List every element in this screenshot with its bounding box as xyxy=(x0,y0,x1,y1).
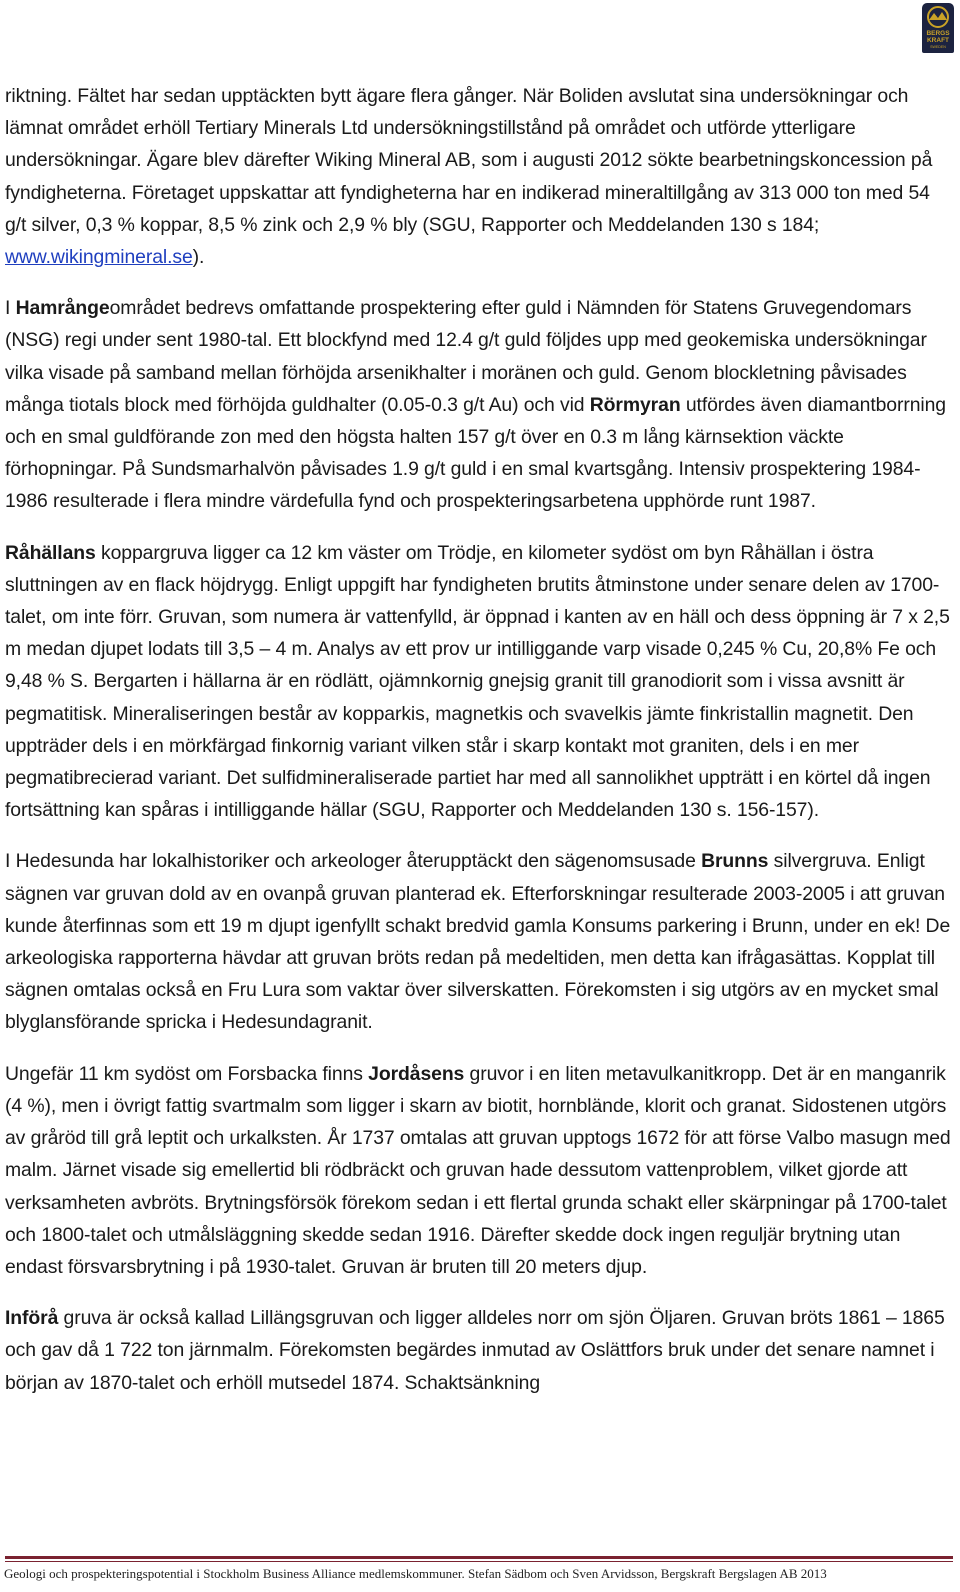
logo-text-line1: BERGS xyxy=(926,30,950,37)
paragraph xyxy=(5,292,953,517)
paragraph xyxy=(5,1058,953,1283)
bold-place-name: Rörmyran xyxy=(589,393,681,416)
bold-place-name: Råhällans xyxy=(5,541,96,564)
logo-text-line2: KRAFT xyxy=(926,37,950,44)
paragraph xyxy=(5,537,953,827)
paragraph-text: Ungefär 11 km sydöst om Forsbacka finns xyxy=(5,1062,369,1085)
paragraph-text: I Hedesunda har lokalhistoriker och arkeologer återupptäckt den sägenomsusade xyxy=(5,850,702,873)
paragraph-text: I xyxy=(5,297,16,320)
paragraph-text: gruvor i en liten metavulkanitkropp. Det är en manganrik (4 %), men i övrigt fattig svartmalm som ligger i skarn av biotit, hornblände, klorit och granat. Sidostenen utgörs av gråröd till grå leptit och urkalksten. År 1737 omtalas att gruvan upptogs 1672 för att förse Valbo masugn med malm. Järnet visade sig emellertid bli rödbräckt och gruvan hade dessutom vattenproblem, vilket gjorde att verksamheten avbröts. Brytningsförsök förekom sedan i ett flertal grunda schakt eller skärpningar på 1700-talet och 1800-talet och utmålsläggning skedde sedan 1916. Därefter skedde dock ingen reguljär brytning utan endast försvarsbrytning i på 1930-talet. Gruvan är bruten till 20 meters djup. xyxy=(5,1062,951,1278)
paragraph xyxy=(5,80,953,273)
paragraph-text: utfördes även diamantborrning och en smal guldförande zon med den högsta halten 157 g/t över en 0.3 m lång kärnsektion väckte förhopningar. På Sundsmarhalvön påvisades 1.9 g/t guld i en smal kvartsgång. Intensiv prospektering 1984-1986 resulterade i flera mindre värdefulla fynd och prospekteringsarbetena upphörde runt 1987. xyxy=(5,393,946,513)
bold-place-name: Brunns xyxy=(701,850,769,873)
bold-place-name: Jordåsens xyxy=(368,1062,465,1085)
paragraph-text: gruva är också kallad Lillängsgruvan och ligger alldeles norr om sjön Öljaren. Gruvan bröts 1861 – 1865 och gav då 1 722 ton järnmalm. Förekomsten begärdes inmutad av Oslättfors bruk under det senare namnet i början av 1870-talet och erhöll mutsedel 1874. Schaktsänkning xyxy=(5,1307,945,1394)
website-link[interactable]: www.wikingmineral.se xyxy=(5,246,193,269)
document-body xyxy=(5,80,953,1418)
paragraph xyxy=(5,845,953,1038)
logo-text-line3: SWEDEN xyxy=(930,45,946,49)
bergskraft-logo xyxy=(922,3,954,53)
paragraph-text: ). xyxy=(192,246,205,269)
paragraph-text: silvergruva. Enligt sägnen var gruvan dold av en ovanpå gruvan planterad ek. Efterforskningar resulterade 2003-2005 i att gruvan kunde återfinnas som ett 19 m djupt igenfyllt schakt bredvid gamla Konsums parkering i Brunn, under en ek! De arkeologiska rapporterna hävdar att gruvan bröts redan på medeltiden, men detta kan ifrågasättas. Kopplat till sägnen omtalas också en Fru Lura som vaktar över silverskatten. Förekomsten i sig utgörs av en mycket smal blyglansförande spricka i Hedesundagranit. xyxy=(5,850,951,1034)
paragraph-text: riktning. Fältet har sedan upptäckten bytt ägare flera gånger. När Boliden avslutat sina undersökningar och lämnat området erhöll Tertiary Minerals Ltd undersökningstillstånd på området och utförde ytterligare undersökningar. Ägare blev därefter Wiking Mineral AB, som i augusti 2012 sökte bearbetningskoncession på fyndigheterna. Företaget uppskattar att fyndigheterna har en indikerad mineraltillgång av 313 000 ton med 54 g/t silver, 0,3 % koppar, 8,5 % zink och 2,9 % bly (SGU, Rapporter och Meddelanden 130 s 184; xyxy=(5,85,933,236)
footer-rule-thick xyxy=(5,1556,953,1559)
paragraph-text: koppargruva ligger ca 12 km väster om Trödje, en kilometer sydöst om byn Råhällan i östra sluttningen av en flack höjdrygg. Enligt uppgift har fyndigheten brutits åtminstone under senare delen av 1700-talet, om inte förr. Gruvan, som numera är vattenfylld, är öppnad i kanten av en häll och dess öppning är 7 x 2,5 m medan djupet lodats till 3,5 – 4 m. Analys av ett prov ur intilliggande varp visade 0,245 % Cu, 20,8% Fe och 9,48 % S. Bergarten i hällarna är en rödlätt, ojämnkornig gnejsig granit till granodiorit som i vissa avsnitt är pegmatitisk. Mineraliseringen består av kopparkis, magnetkis och svavelkis jämte finkristallin magnetit. Den uppträder dels i en mörkfärgad finkornig variant vilken står i skarp kontakt mot graniten, dels i en mer pegmatibrecierad variant. Det sulfidmineraliserade partiet har med all sannolikhet uppträtt i en körtel då ingen fortsättning kan spåras i intilliggande hällar (SGU, Rapporter och Meddelanden 130 s. 156-157). xyxy=(5,541,950,822)
page-footer: Geologi och prospekteringspotential i Stockholm Business Alliance medlemskommuner. Stefan Sädbom och Sven Arvidsson, Bergskraft Bergslagen AB 2013 xyxy=(4,1566,827,1581)
paragraph xyxy=(5,1302,953,1399)
bold-place-name: Införå xyxy=(5,1307,59,1330)
bold-place-name: Hamrånge xyxy=(15,297,110,320)
paragraph-text: området bedrevs omfattande prospektering efter guld i Nämnden för Statens Gruvegendomars (NSG) regi under sent 1980-tal. Ett blockfynd med 12.4 g/t guld följdes upp med geokemiska undersökningar vilka visade på samband mellan förhöjda arsenikhalter i moränen och guld. Genom blockletning påvisades många tiotals block med förhöjda guldhalter (0.05-0.3 g/t Au) och vid xyxy=(5,297,927,416)
footer-rule-thin xyxy=(5,1561,953,1562)
